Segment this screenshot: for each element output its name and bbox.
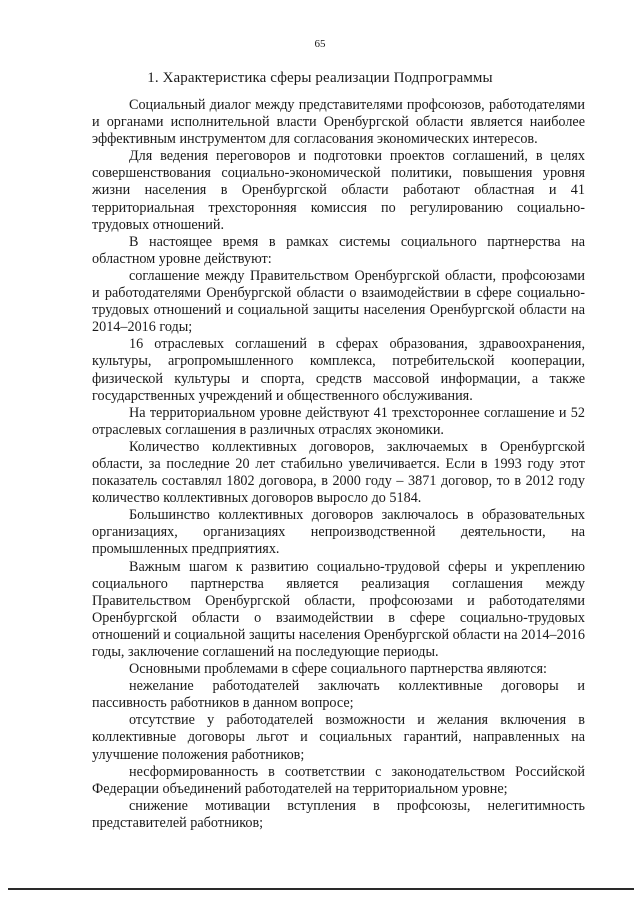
section-title: 1. Характеристика сферы реализации Подпрограммы bbox=[147, 70, 493, 86]
paragraph-problem-2: отсутствие у работодателей возможности и желания включения в коллективные договоры льгот и социальных гарантий, направленных на улучшение положения работников; bbox=[92, 712, 585, 763]
paragraph-important-step: Важным шагом к развитию социально-трудовой сферы и укреплению социального партнерства является реализация соглашения между Правительством Оренбургской области, профсоюзами и работодателями Оренбургской области о взаимодействии в сфере социально-трудовых отношений и социальной защиты населения Оренбургской области на 2014–2016 годы, заключение соглашений на последующие периоды. bbox=[92, 558, 585, 660]
paragraph-problem-1: нежелание работодателей заключать коллективные договоры и пассивность работников в данном вопросе; bbox=[92, 678, 585, 712]
page-number: 65 bbox=[314, 38, 326, 50]
paragraph-problems-intro: Основными проблемами в сфере социального партнерства являются: bbox=[129, 661, 547, 678]
paragraph-problem-3: несформированность в соответствии с законодательством Российской Федерации объединений работодателей на территориальном уровне; bbox=[92, 763, 585, 797]
bottom-rule bbox=[8, 888, 634, 890]
paragraph-agreement: соглашение между Правительством Оренбургской области, профсоюзами и работодателями Оренбургской области о взаимодействии в сфере социально-трудовых отношений и социальной защиты населения Оренбургской области на 2014–2016 годы; bbox=[92, 267, 585, 336]
body-text bbox=[92, 97, 585, 832]
paragraph-sector-agreements: 16 отраслевых соглашений в сферах образования, здравоохранения, культуры, агропромышленного комплекса, потребительской кооперации, физической культуры и спорта, средств массовой информации, а также государственных учреждений и общественного обслуживания. bbox=[92, 336, 585, 404]
paragraph-majority: Большинство коллективных договоров заключалось в образовательных организациях, организациях непроизводственной деятельности, на промышленных предприятиях. bbox=[92, 507, 585, 558]
paragraph-territorial-level: На территориальном уровне действуют 41 трехстороннее соглашение и 52 отраслевых соглашения в различных отраслях экономики. bbox=[92, 404, 585, 438]
paragraph-intro: Социальный диалог между представителями профсоюзов, работодателями и органами исполнительной власти Оренбургской области является наиболее эффективным инструментом для согласования экономических интересов. bbox=[92, 97, 585, 148]
paragraph-collective-contracts: Количество коллективных договоров, заключаемых в Оренбургской области, за последние 20 лет стабильно увеличивается. Если в 1993 году этот показатель составлял 1802 договора, в 2000 году – 3871 договор, то в 2012 году количество коллективных договоров выросло до 5184. bbox=[92, 438, 585, 507]
paragraph-regional-level: В настоящее время в рамках системы социального партнерства на областном уровне действуют: bbox=[92, 233, 585, 267]
paragraph-commissions: Для ведения переговоров и подготовки проектов соглашений, в целях совершенствования социально-экономической политики, повышения уровня жизни населения в Оренбургской области работают областная и 41 территориальная трехсторонняя комиссия по регулированию социально-трудовых отношений. bbox=[92, 148, 585, 233]
paragraph-problem-4: снижение мотивации вступления в профсоюзы, нелегитимность представителей работников; bbox=[92, 797, 585, 831]
